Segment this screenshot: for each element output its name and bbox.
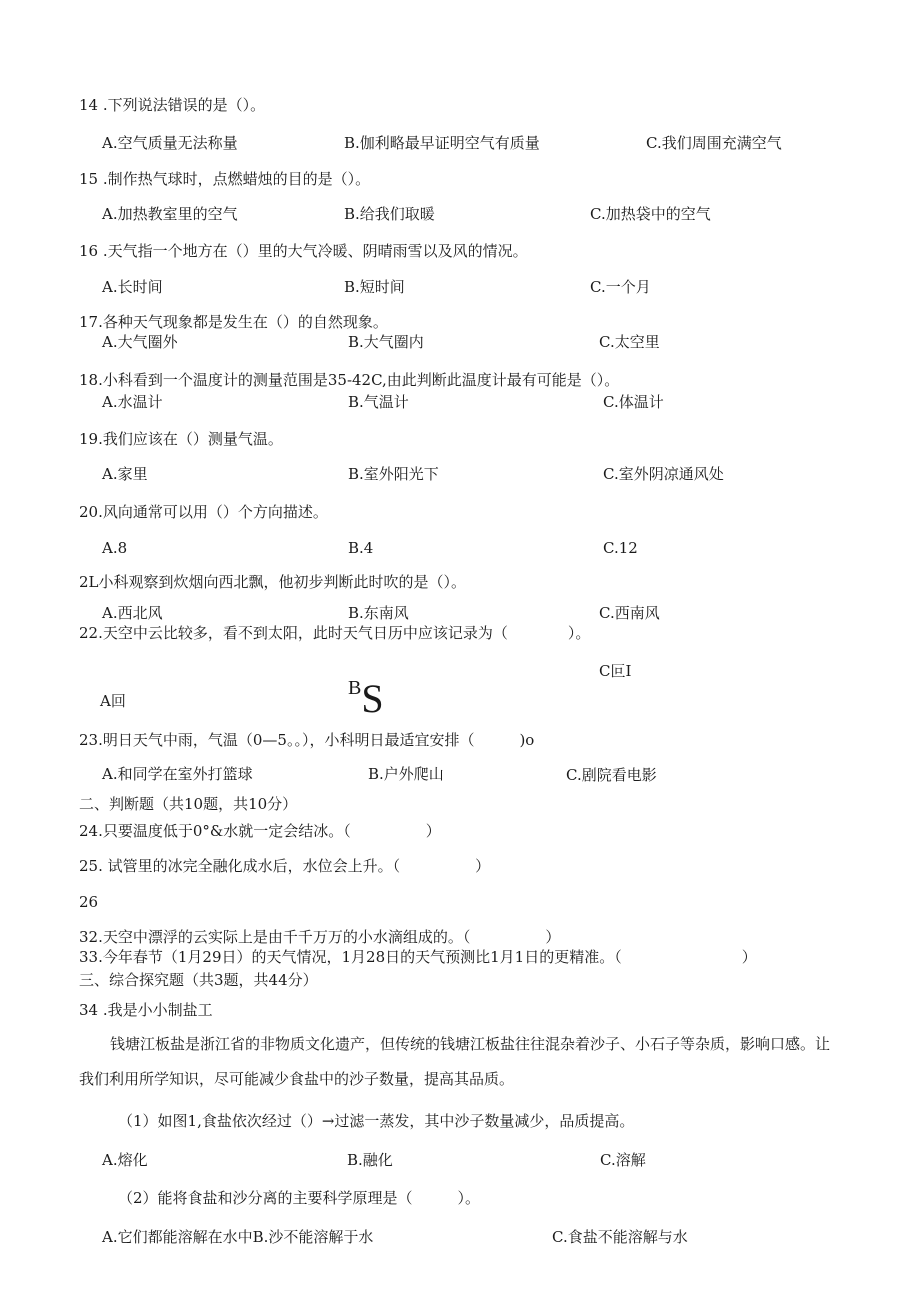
question-22-stem: 22.天空中云比较多，看不到太阳，此时天气日历中应该记录为（ ）。: [79, 624, 591, 642]
question-14-option-b: B.伽利略最早证明空气有质量: [344, 134, 540, 152]
judge-item-25: 25. 试管里的冰完全融化成水后，水位会上升。（ ）: [79, 857, 491, 875]
question-18-option-b: B.气温计: [348, 393, 409, 411]
question-16-stem: 16 .天气指一个地方在（）里的大气冷暖、阴晴雨雪以及风的情况。: [79, 242, 528, 260]
question-14-option-c: C.我们周围充满空气: [646, 134, 782, 152]
judge-item-33: 33.今年春节（1月29日）的天气情况，1月28日的天气预测比1月1日的更精准。（ ）: [79, 948, 757, 966]
question-23-option-b: B.户外爬山: [368, 765, 444, 783]
question-22-option-a: A回: [100, 692, 126, 710]
question-17-option-a: A.大气圈外: [102, 333, 178, 351]
question-19-option-c: C.室外阴凉通风处: [603, 465, 724, 483]
question-34-2-option-ab: A.它们都能溶解在水中B.沙不能溶解于水: [102, 1228, 374, 1246]
question-20-stem: 20.风向通常可以用（）个方向描述。: [79, 503, 328, 521]
question-17-option-b: B.大气圈内: [348, 333, 424, 351]
question-23-option-c: C.剧院看电影: [566, 766, 657, 784]
question-34-1-option-c: C.溶解: [600, 1151, 646, 1169]
question-21-stem: 2L小科观察到炊烟向西北飘，他初步判断此时吹的是（）。: [79, 573, 467, 591]
question-21-option-b: B.东南风: [348, 604, 409, 622]
question-21-option-c: C.西南风: [599, 604, 660, 622]
judge-item-32: 32.天空中漂浮的云实际上是由千千万万的小水滴组成的。（ ）: [79, 928, 561, 946]
section-3-heading: 三、综合探究题（共3题，共44分）: [79, 971, 318, 989]
question-18-stem: 18.小科看到一个温度计的测量范围是35-42C,由此判断此温度计最有可能是（）。: [79, 371, 620, 389]
question-16-option-a: A.长时间: [102, 278, 163, 296]
question-34-1-stem: （1）如图1,食盐依次经过（）→过滤一蒸发，其中沙子数量减少，品质提高。: [118, 1112, 635, 1130]
question-22-option-b: [348, 666, 384, 721]
question-34-title: 34 .我是小小制盐工: [79, 1001, 213, 1019]
question-20-option-c: C.12: [603, 539, 638, 557]
question-15-stem: 15 .制作热气球时，点燃蜡烛的目的是（）。: [79, 170, 371, 188]
paragraph-line-1: 钱塘江板盐是浙江省的非物质文化遗产，但传统的钱塘江板盐往往混杂着沙子、小石子等杂质，影响口感。让: [110, 1035, 831, 1053]
question-19-option-b: B.室外阳光下: [348, 465, 439, 483]
question-34-2-option-c: C.食盐不能溶解与水: [552, 1228, 688, 1246]
question-20-option-a: A.8: [102, 539, 128, 557]
question-18-option-a: A.水温计: [102, 393, 163, 411]
question-16-option-b: B.短时间: [344, 278, 405, 296]
question-23-option-a: A.和同学在室外打篮球: [102, 765, 253, 783]
section-2-heading: 二、判断题（共10题，共10分）: [79, 795, 298, 813]
question-22-option-c: C叵I: [599, 662, 632, 680]
question-15-option-a: A.加热教室里的空气: [102, 205, 238, 223]
question-15-option-b: B.给我们取暖: [344, 205, 435, 223]
question-14-option-a: A.空气质量无法称量: [102, 134, 238, 152]
question-20-option-b: B.4: [348, 539, 374, 557]
question-34-2-stem: （2）能将食盐和沙分离的主要科学原理是（ ）。: [118, 1189, 481, 1207]
question-19-option-a: A.家里: [102, 465, 148, 483]
judge-item-26: 26: [79, 893, 99, 911]
judge-item-24: 24.只要温度低于0°&水就一定会结冰。（ ）: [79, 822, 441, 840]
question-18-option-c: C.体温计: [603, 393, 664, 411]
question-15-option-c: C.加热袋中的空气: [590, 205, 711, 223]
question-16-option-c: C.一个月: [590, 278, 651, 296]
question-22-option-b-letter: B: [348, 677, 362, 699]
question-17-option-c: C.太空里: [599, 333, 660, 351]
question-23-stem: 23.明日天气中雨，气温（0—5。。），小科明日最适宜安排（ )o: [79, 731, 535, 749]
question-34-1-option-a: A.熔化: [102, 1151, 148, 1169]
question-14-stem: 14 .下列说法错误的是（）。: [79, 96, 266, 114]
question-34-1-option-b: B.融化: [347, 1151, 393, 1169]
question-19-stem: 19.我们应该在（）测量气温。: [79, 430, 283, 448]
question-22-option-b-symbol: S: [361, 676, 384, 721]
question-21-option-a: A.西北风: [102, 604, 163, 622]
paragraph-line-2: 我们利用所学知识，尽可能减少食盐中的沙子数量，提高其品质。: [79, 1070, 515, 1088]
question-17-stem: 17.各种天气现象都是发生在（）的自然现象。: [79, 313, 388, 331]
